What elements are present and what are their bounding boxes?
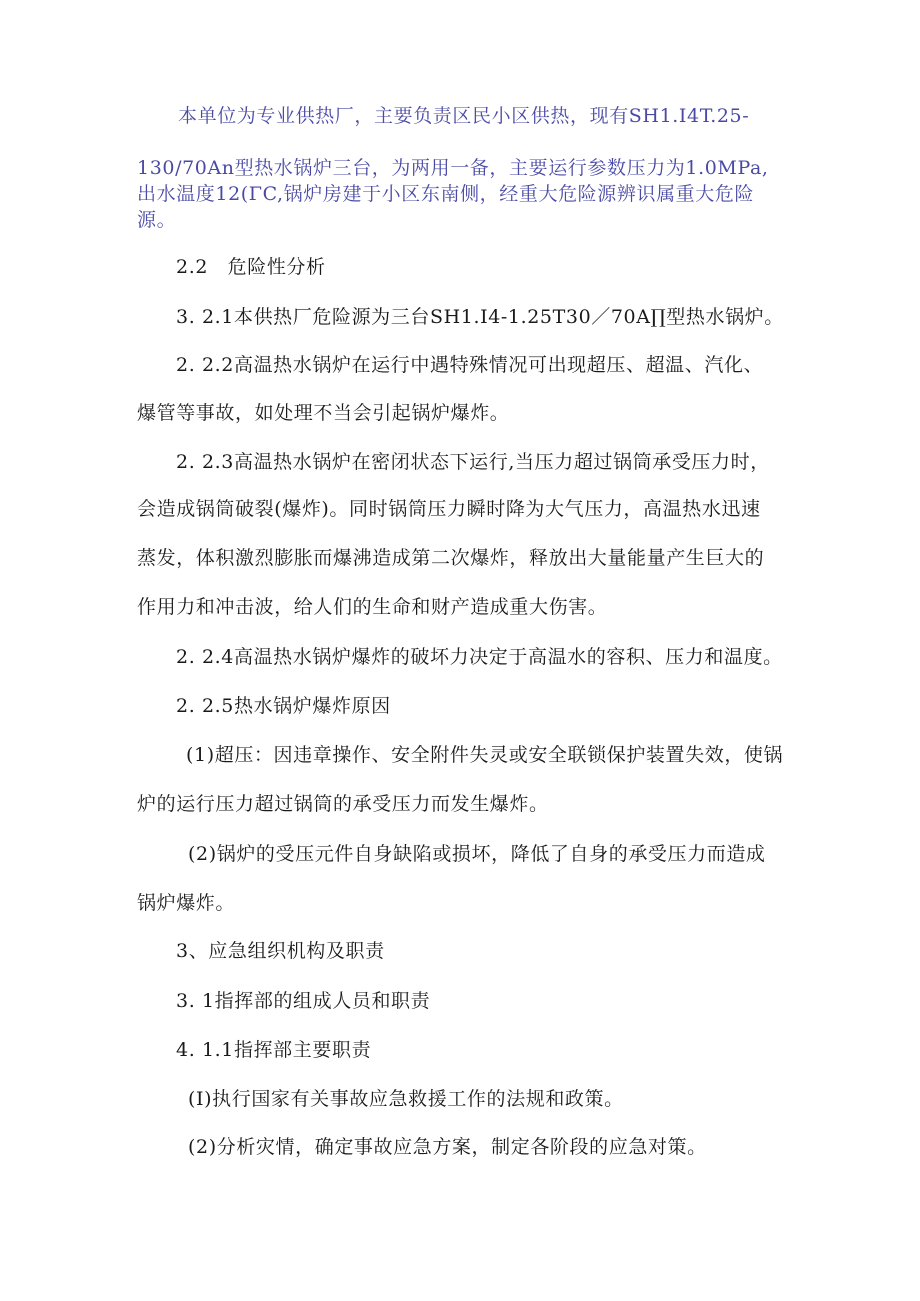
item-2-2-3-line-2: 会造成锅筒破裂(爆炸)。同时锅筒压力瞬时降为大气压力，高温热水迅速 [137, 498, 761, 520]
item-2-2-3-line-3: 蒸发，体积激烈膨胀而爆沸造成第二次爆炸，释放出大量能量产生巨大的 [137, 547, 765, 569]
intro-line-2: 130/70An型热水锅炉三台，为两用一备，主要运行参数压力为1.0MPa, [137, 157, 769, 179]
item-2-2-4: 2. 2.4高温热水锅炉爆炸的破坏力决定于高温水的容积、压力和温度。 [176, 646, 783, 668]
item-2-2-3-line-1: 2. 2.3高温热水锅炉在密闭状态下运行,当压力超过锅筒承受压力时， [176, 451, 770, 473]
cause-1-line-2: 炉的运行压力超过锅筒的承受压力而发生爆炸。 [137, 793, 549, 815]
intro-line-1: 本单位为专业供热厂，主要负责区民小区供热，现有SH1.I4T.25- [178, 105, 750, 127]
intro-line-3: 出水温度12(ΓC,锅炉房建于小区东南侧，经重大危险源辨识属重大危险 [137, 183, 755, 205]
cause-2-line-2: 锅炉爆炸。 [137, 892, 236, 914]
item-2-2-1: 3. 2.1本供热厂危险源为三台SH1.I4-1.25T30／70A∏型热水锅炉。 [176, 306, 784, 328]
intro-line-4: 源。 [137, 209, 177, 231]
cause-2-line-1: (2)锅炉的受压元件自身缺陷或损坏，降低了自身的承受压力而造成 [188, 843, 766, 865]
item-2-2-2-line-2: 爆管等事故，如处理不当会引起锅炉爆炸。 [137, 402, 510, 424]
item-2-2-2-line-1: 2. 2.2高温热水锅炉在运行中遇特殊情况可出现超压、超温、汽化、 [176, 354, 764, 376]
section-3-title: 3、应急组织机构及职责 [176, 940, 385, 962]
cause-1-line-1: (1)超压：因违章操作、安全附件失灵或安全联锁保护装置失效，使锅 [186, 744, 784, 766]
duty-2: (2)分析灾情，确定事故应急方案，制定各阶段的应急对策。 [188, 1136, 707, 1158]
duty-1: (I)执行国家有关事故应急救援工作的法规和政策。 [188, 1088, 624, 1110]
section-3-1-1-title: 4. 1.1指挥部主要职责 [176, 1039, 372, 1061]
section-3-1-title: 3. 1指挥部的组成人员和职责 [176, 990, 431, 1012]
item-2-2-3-line-4: 作用力和冲击波，给人们的生命和财产造成重大伤害。 [137, 596, 608, 618]
item-2-2-5: 2. 2.5热水锅炉爆炸原因 [176, 695, 391, 717]
section-2-2-title: 2.2 危险性分析 [176, 256, 326, 278]
